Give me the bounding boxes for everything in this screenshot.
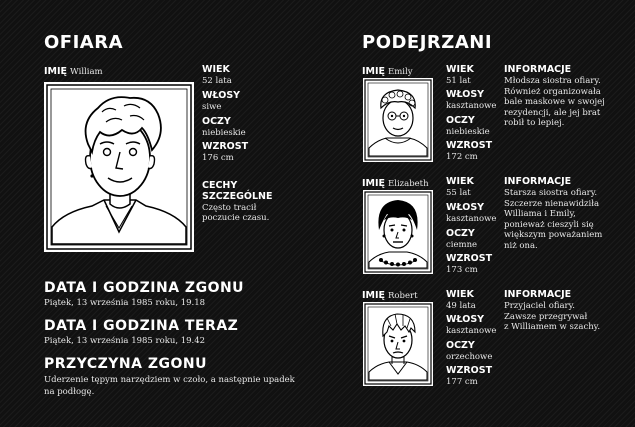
- suspect-2-hair-label: WŁOSY: [446, 202, 485, 213]
- suspect-3-portrait: [363, 302, 433, 386]
- suspect-1-height-label: WZROST: [446, 140, 493, 151]
- cause-line-2: na podłogę.: [44, 386, 95, 397]
- suspect-2-name: [362, 178, 429, 190]
- suspect-1-info-line: bale maskowe w swojej: [504, 97, 605, 107]
- suspect-3-age-label: WIEK: [446, 289, 474, 300]
- suspect-1-portrait-drawing: [363, 78, 433, 162]
- suspect-1-info-label: INFORMACJE: [504, 64, 572, 75]
- suspect-3-info: [504, 301, 600, 333]
- suspect-2-info-line: większym poważaniem: [504, 230, 603, 240]
- suspect-2-age-label: WIEK: [446, 176, 474, 187]
- victim-name: [44, 66, 103, 78]
- suspect-1-hair-label: WŁOSY: [446, 89, 485, 100]
- suspect-1-info-line: Również organizowała: [504, 86, 601, 97]
- current-time-value: Piątek, 13 września 1985 roku, 19.42: [44, 336, 206, 346]
- victim-name-value: William: [70, 67, 103, 77]
- suspect-3-info-line: z Williamem w szachy.: [504, 322, 601, 332]
- suspect-3-info-line: Przyjaciel ofiary.: [504, 301, 575, 311]
- suspect-1-info: [504, 76, 605, 129]
- suspect-1-info-line: rezydencji, ale jej brat: [504, 107, 601, 118]
- victim-height-value: 176 cm: [202, 153, 234, 163]
- suspect-3-info-line: Zawsze przegrywał: [504, 311, 588, 322]
- suspect-1-age-value: 51 lat: [446, 76, 471, 86]
- suspect-2-hair-value: kasztanowe: [446, 214, 497, 224]
- suspect-2-info-line: Starsza siostra ofiary.: [504, 188, 598, 198]
- suspect-2-height-value: 173 cm: [446, 265, 478, 275]
- suspect-2-name-value: Elizabeth: [388, 179, 429, 189]
- victim-traits-line-2: poczucie czasu.: [202, 213, 270, 223]
- suspect-1-name-label: IMIĘ: [362, 66, 386, 77]
- suspect-3-portrait-drawing: [363, 302, 433, 386]
- suspect-2-info-line: niż ona.: [504, 240, 538, 251]
- victim-eyes-label: OCZY: [202, 116, 231, 127]
- suspect-2-eyes-label: OCZY: [446, 228, 475, 239]
- suspect-2-eyes-value: ciemne: [446, 240, 478, 250]
- victim-hair-label: WŁOSY: [202, 90, 241, 101]
- suspect-2-info: [504, 188, 602, 251]
- suspect-3-eyes-label: OCZY: [446, 340, 475, 351]
- suspect-1-name-value: Emily: [388, 67, 413, 77]
- victim-traits-label-line-1: CECHY: [202, 180, 238, 191]
- suspect-3-hair-value: kasztanowe: [446, 326, 497, 336]
- victim-portrait-drawing: [44, 82, 194, 252]
- suspect-3-height-value: 177 cm: [446, 377, 478, 387]
- suspect-3-name: [362, 290, 417, 302]
- cause-line-1: Uderzenie tępym narzędziem w czoło, a następnie upadek: [44, 375, 295, 385]
- victim-traits-label: [202, 180, 272, 202]
- suspect-2-portrait: [363, 190, 433, 274]
- suspect-3-height-label: WZROST: [446, 365, 493, 376]
- suspect-3-info-label: INFORMACJE: [504, 289, 572, 300]
- victim-eyes-value: niebieskie: [202, 128, 246, 138]
- current-time-heading: DATA I GODZINA TERAZ: [44, 318, 239, 334]
- victim-heading: OFIARA: [44, 32, 124, 53]
- victim-name-label: IMIĘ: [44, 66, 68, 77]
- suspect-1-portrait: [363, 78, 433, 162]
- victim-height-label: WZROST: [202, 141, 249, 152]
- victim-traits-label-line-2: SZCZEGÓLNE: [202, 191, 273, 202]
- victim-traits-line-1: Często tracił: [202, 203, 257, 213]
- victim-age-label: WIEK: [202, 64, 230, 75]
- suspect-2-name-label: IMIĘ: [362, 178, 386, 189]
- suspect-1-info-line: Młodsza siostra ofiary.: [504, 76, 601, 86]
- victim-age-value: 52 lata: [202, 76, 232, 86]
- suspect-1-height-value: 172 cm: [446, 152, 478, 162]
- suspect-1-eyes-value: niebieskie: [446, 127, 490, 137]
- cause-value: [44, 375, 295, 398]
- victim-portrait: [44, 82, 194, 252]
- suspects-heading: PODEJRZANI: [362, 32, 493, 53]
- suspect-2-info-line: ponieważ cieszyli się: [504, 219, 594, 230]
- victim-hair-value: siwe: [202, 102, 222, 112]
- suspect-3-age-value: 49 lata: [446, 301, 476, 311]
- suspect-1-name: [362, 66, 413, 78]
- death-time-value: Piątek, 13 września 1985 roku, 19.18: [44, 298, 206, 308]
- suspect-1-eyes-label: OCZY: [446, 115, 475, 126]
- suspect-3-name-value: Robert: [388, 291, 418, 301]
- suspect-2-info-line: Williama i Emily,: [504, 209, 576, 219]
- cause-heading: PRZYCZYNA ZGONU: [44, 356, 207, 372]
- suspect-1-info-line: robił to lepiej.: [504, 118, 565, 128]
- suspect-2-age-value: 55 lat: [446, 188, 471, 198]
- suspect-2-info-label: INFORMACJE: [504, 176, 572, 187]
- suspect-3-eyes-value: orzechowe: [446, 352, 493, 362]
- suspect-2-portrait-drawing: [363, 190, 433, 274]
- suspect-1-age-label: WIEK: [446, 64, 474, 75]
- suspect-3-hair-label: WŁOSY: [446, 314, 485, 325]
- suspect-2-info-line: Szczerze nienawidziła: [504, 198, 600, 209]
- victim-traits-value: [202, 203, 269, 223]
- suspect-1-hair-value: kasztanowe: [446, 101, 497, 111]
- death-time-heading: DATA I GODZINA ZGONU: [44, 280, 245, 296]
- suspect-3-name-label: IMIĘ: [362, 290, 386, 301]
- suspect-2-height-label: WZROST: [446, 253, 493, 264]
